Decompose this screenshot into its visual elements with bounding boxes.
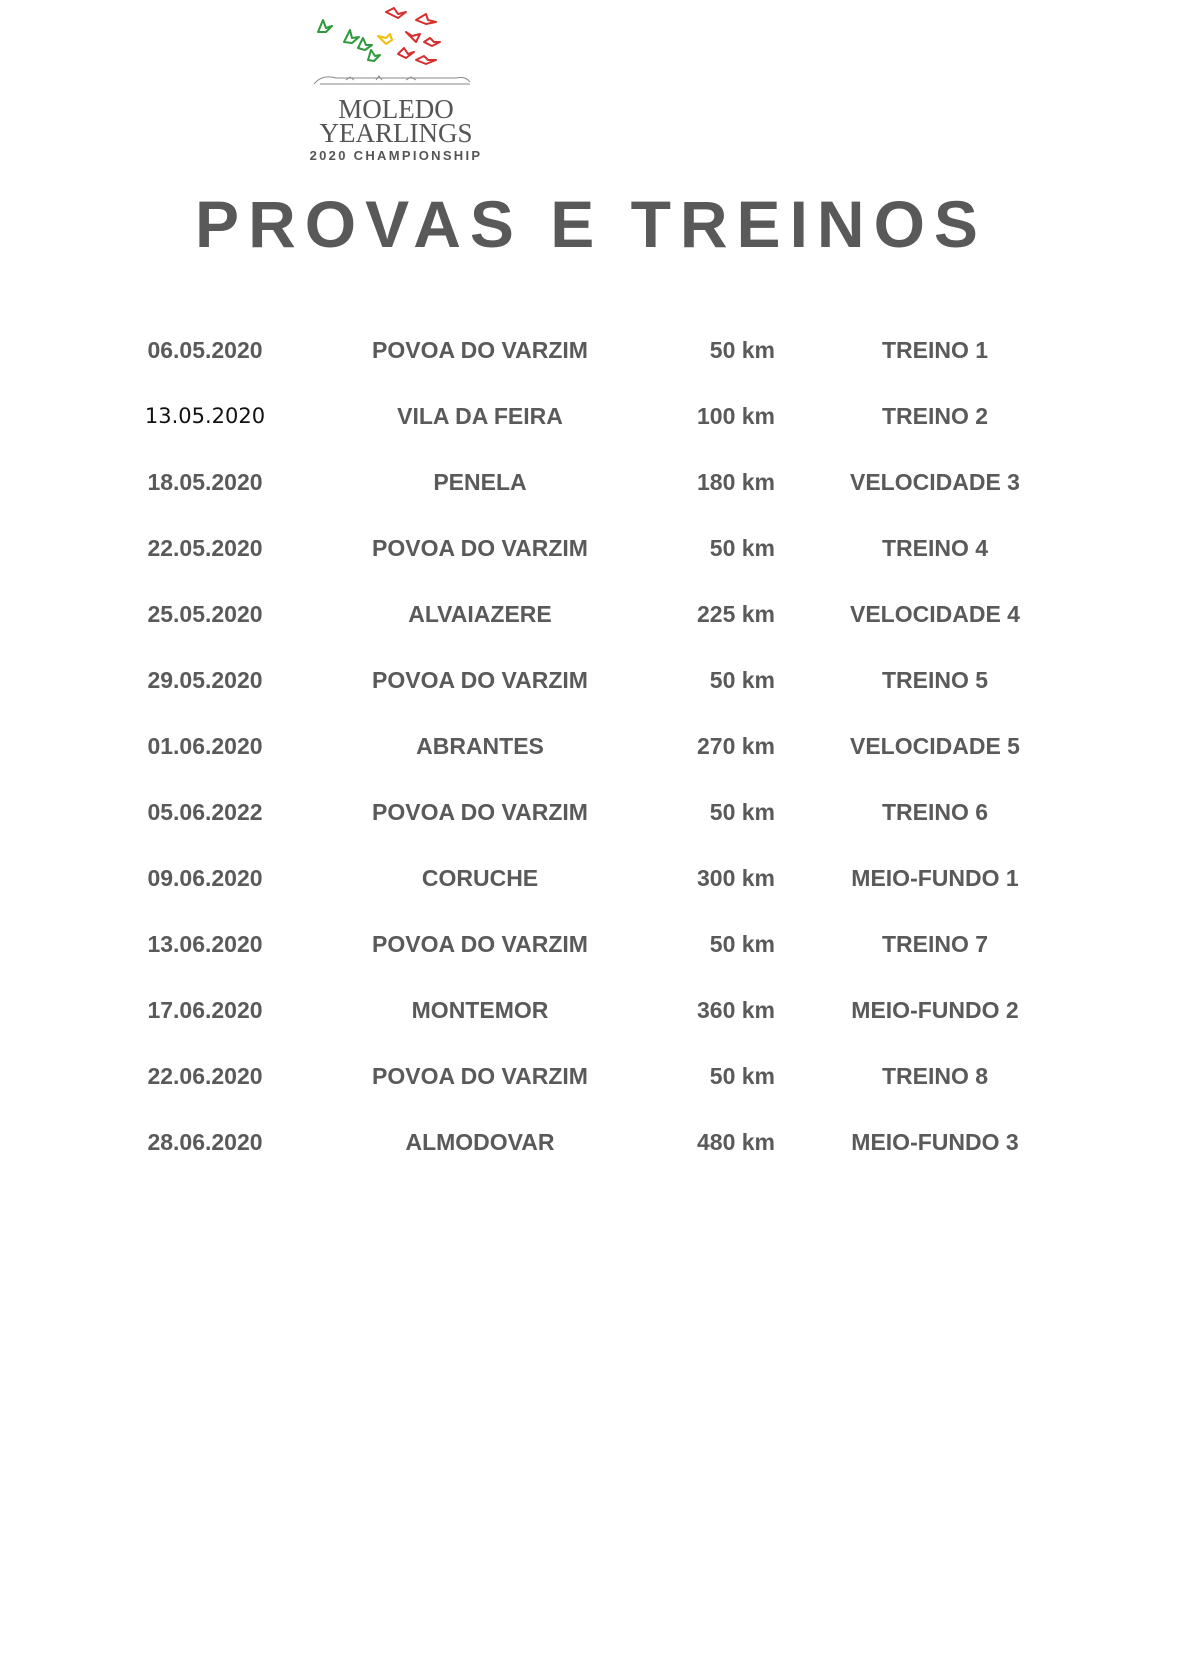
row-place: POVOA DO VARZIM: [372, 931, 588, 957]
row-date: 22.06.2020: [147, 1063, 263, 1089]
row-date: 18.05.2020: [147, 469, 263, 495]
row-date: 09.06.2020: [147, 865, 263, 891]
row-distance: 50 km: [709, 931, 775, 957]
row-distance: 480 km: [696, 1129, 775, 1155]
table-row: [0, 1056, 1182, 1122]
row-type: VELOCIDADE 4: [850, 601, 1020, 627]
row-place: MONTEMOR: [411, 997, 549, 1023]
row-type: TREINO 5: [881, 667, 989, 693]
table-row: [0, 396, 1182, 462]
page-title: PROVAS E TREINOS: [195, 187, 987, 261]
row-place: ALMODOVAR: [405, 1129, 555, 1155]
row-distance: 100 km: [696, 403, 775, 429]
row-type: TREINO 2: [881, 403, 989, 429]
row-distance: 225 km: [696, 601, 775, 627]
row-date: 29.05.2020: [147, 667, 263, 693]
table-row: [0, 726, 1182, 792]
table-row: [0, 462, 1182, 528]
logo-title-line2: YEARLINGS: [319, 118, 473, 148]
championship-logo: [286, 0, 506, 170]
row-distance: 50 km: [709, 337, 775, 363]
row-type: TREINO 8: [881, 1063, 989, 1089]
row-date: 13.06.2020: [147, 931, 263, 957]
table-row: [0, 528, 1182, 594]
row-distance: 50 km: [709, 667, 775, 693]
row-place: CORUCHE: [421, 865, 539, 891]
table-row: [0, 858, 1182, 924]
row-distance: 360 km: [696, 997, 775, 1023]
row-type: VELOCIDADE 5: [850, 733, 1020, 759]
row-place: POVOA DO VARZIM: [372, 535, 588, 561]
row-place: POVOA DO VARZIM: [372, 337, 588, 363]
row-date: 22.05.2020: [147, 535, 263, 561]
row-place: POVOA DO VARZIM: [372, 799, 588, 825]
row-place: POVOA DO VARZIM: [372, 1063, 588, 1089]
row-date: 17.06.2020: [147, 997, 263, 1023]
row-date: 25.05.2020: [147, 601, 263, 627]
logo-subtitle: 2020 CHAMPIONSHIP: [309, 148, 483, 163]
table-row: [0, 990, 1182, 1056]
row-type: TREINO 6: [881, 799, 989, 825]
row-date: 01.06.2020: [147, 733, 263, 759]
row-distance: 50 km: [709, 535, 775, 561]
row-date: 06.05.2020: [147, 337, 263, 363]
table-row: [0, 660, 1182, 726]
row-type: MEIO-FUNDO 1: [851, 865, 1019, 891]
schedule-table: [0, 330, 1182, 1188]
logo-title-line1: MOLEDO: [338, 94, 454, 124]
row-type: TREINO 7: [881, 931, 989, 957]
row-type: MEIO-FUNDO 2: [851, 997, 1019, 1023]
row-date: 13.05.2020: [144, 404, 266, 428]
row-date: 05.06.2022: [147, 799, 263, 825]
row-distance: 300 km: [696, 865, 775, 891]
table-row: [0, 594, 1182, 660]
table-row: [0, 792, 1182, 858]
row-date: 28.06.2020: [147, 1129, 263, 1155]
row-type: VELOCIDADE 3: [850, 469, 1020, 495]
row-distance: 50 km: [709, 799, 775, 825]
table-row: [0, 330, 1182, 396]
row-place: ABRANTES: [416, 733, 544, 759]
row-distance: 180 km: [696, 469, 775, 495]
row-place: POVOA DO VARZIM: [372, 667, 588, 693]
row-type: MEIO-FUNDO 3: [851, 1129, 1019, 1155]
row-place: VILA DA FEIRA: [397, 403, 563, 429]
row-distance: 270 km: [696, 733, 775, 759]
row-place: ALVAIAZERE: [408, 601, 552, 627]
table-row: [0, 1122, 1182, 1188]
row-place: PENELA: [433, 469, 527, 495]
flying-birds-icon: [286, 0, 506, 95]
row-type: TREINO 4: [881, 535, 989, 561]
row-type: TREINO 1: [881, 337, 989, 363]
table-row: [0, 924, 1182, 990]
row-distance: 50 km: [709, 1063, 775, 1089]
